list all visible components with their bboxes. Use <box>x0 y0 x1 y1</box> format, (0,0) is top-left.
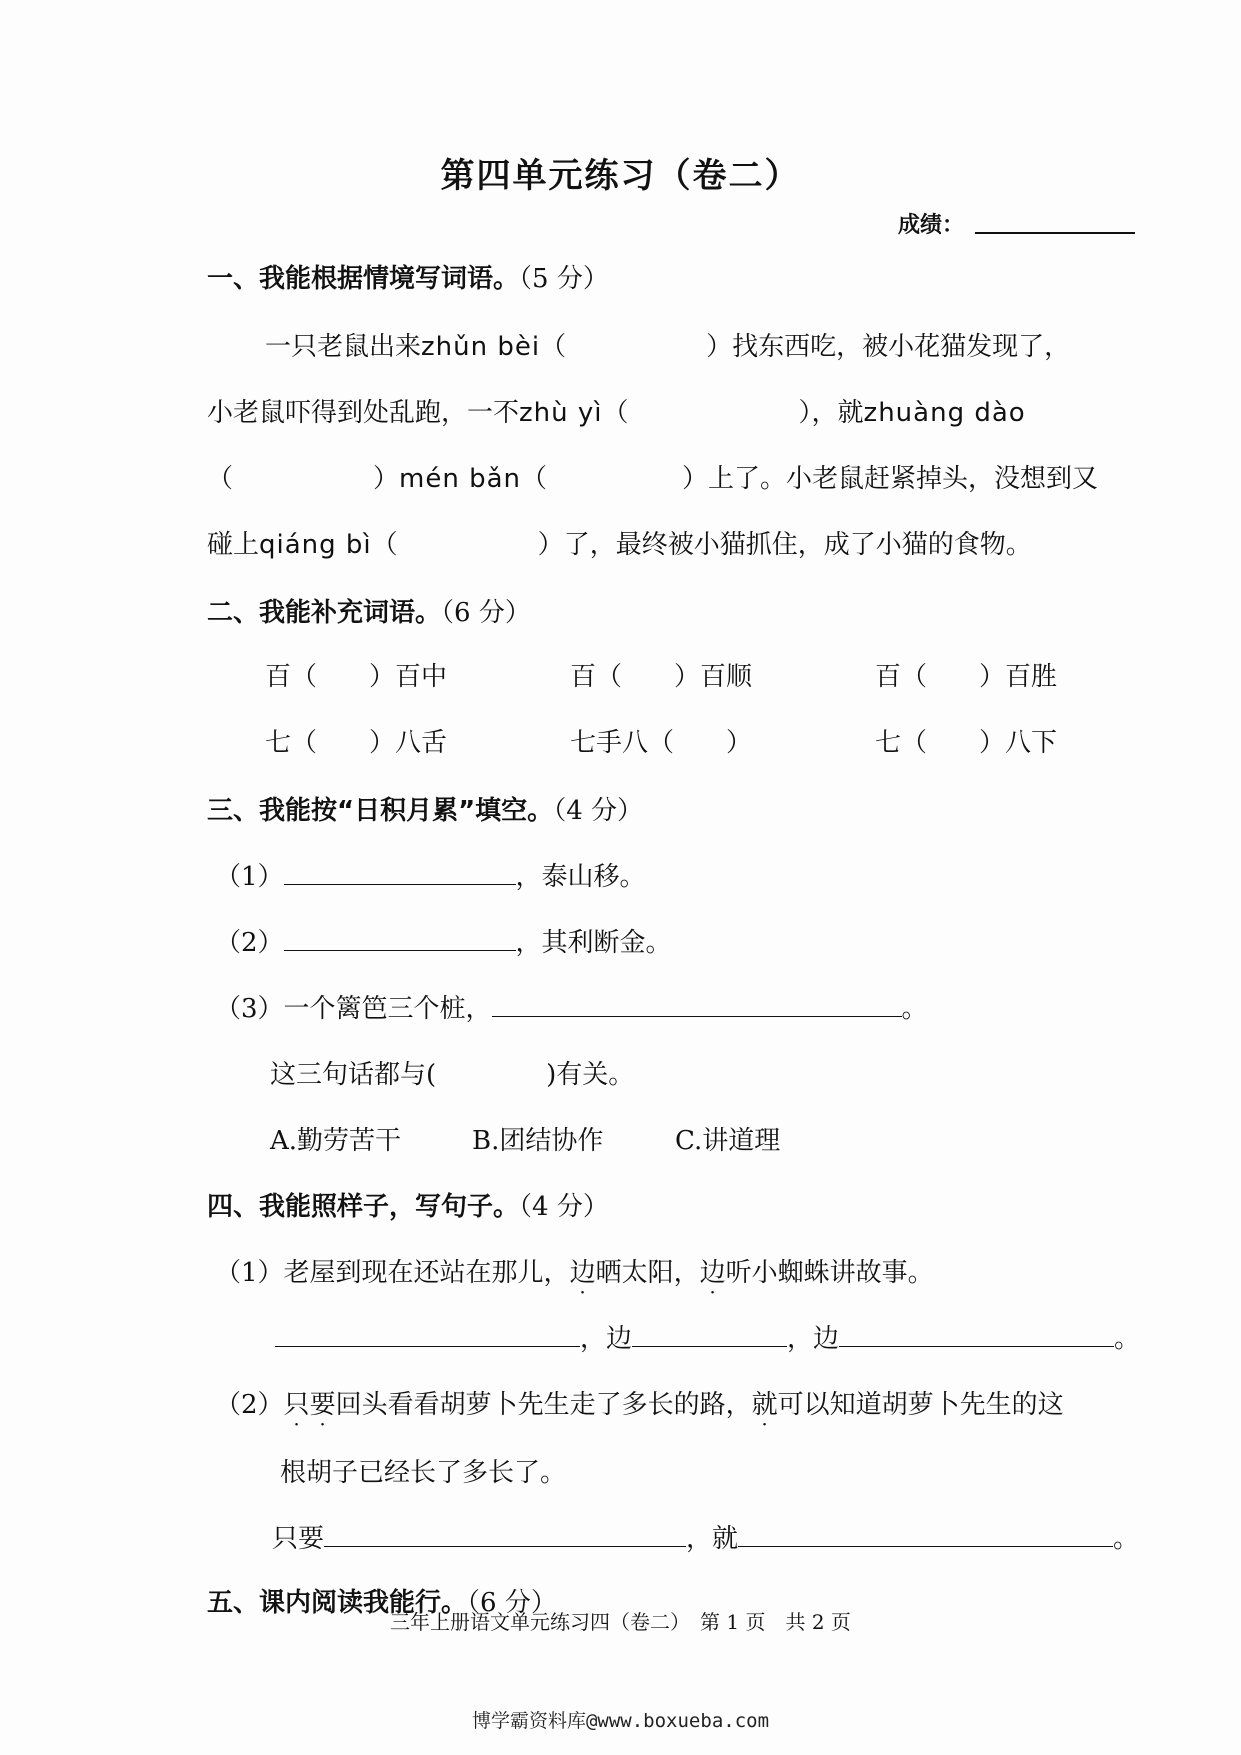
q-number: （1） <box>215 862 284 892</box>
s4-text: 。 <box>1113 1524 1140 1554</box>
s3-q1 <box>215 856 646 893</box>
s3-text: 。 <box>901 994 928 1024</box>
s4-text: ，就 <box>686 1524 739 1554</box>
s1-line-4: 碰上qiáng bì（ ）了，最终被小猫抓住，成了小猫的食物。 <box>207 530 1032 560</box>
s4-dotted-char: 只 <box>283 1390 310 1420</box>
idiom-1-1[interactable]: 百（ ）百中 <box>265 662 448 692</box>
s4-dotted-char: 边 <box>699 1258 726 1288</box>
pinyin-qiangbi: qiáng bì <box>259 530 372 560</box>
s3-text: ，其利断金。 <box>515 928 672 958</box>
s1-text: 了，最终被小猫抓住，成了小猫的食物。 <box>563 530 1032 560</box>
pinyin-zhuyi: zhù yì <box>519 398 603 428</box>
section-5-title: 五、课内阅读我能行。 <box>207 1588 468 1618</box>
score-blank[interactable] <box>975 232 1135 234</box>
s4-text: 晒太阳， <box>595 1258 700 1288</box>
blank-s4-2a[interactable] <box>324 1524 686 1547</box>
score-label: 成绩： <box>898 213 965 238</box>
section-4-title: 四、我能照样子，写句子。 <box>207 1192 520 1222</box>
s4-text: ，边 <box>787 1324 840 1354</box>
page-title: 第四单元练习（卷二） <box>440 156 801 196</box>
s3-text: （3）一个篱笆三个桩， <box>215 994 492 1024</box>
section-4-points: （4 分） <box>519 1192 609 1222</box>
s4-text: 听小蜘蛛讲故事。 <box>725 1258 934 1288</box>
section-1-title: 一、我能根据情境写词语。 <box>207 264 520 294</box>
section-2-title: 二、我能补充词语。 <box>207 598 442 628</box>
blank-s4-1c[interactable] <box>839 1324 1114 1347</box>
s3-text: )有关。 <box>546 1060 635 1090</box>
section-3-heading <box>207 790 643 827</box>
s3-q2 <box>215 922 672 959</box>
idiom-2-2[interactable]: 七手八（ ） <box>570 728 753 758</box>
option-a[interactable]: A.勤劳苦干 <box>270 1126 402 1156</box>
section-3-points: （4 分） <box>553 796 643 826</box>
option-b[interactable]: B.团结协作 <box>472 1126 604 1156</box>
section-2-heading <box>207 592 531 629</box>
blank-s4-2b[interactable] <box>738 1524 1113 1547</box>
idiom-2-1[interactable]: 七（ ）八舌 <box>265 728 448 758</box>
option-c[interactable]: C.讲道理 <box>675 1126 781 1156</box>
section-1-heading <box>207 258 609 295</box>
idiom-2-3[interactable]: 七（ ）八下 <box>875 728 1058 758</box>
s4-q2 <box>215 1384 1064 1421</box>
s1-text: 一只老鼠出来 <box>265 332 422 362</box>
idiom-1-2[interactable]: 百（ ）百顺 <box>570 662 753 692</box>
s4-q1 <box>215 1252 934 1289</box>
s3-relate <box>270 1054 634 1091</box>
idiom-1-3[interactable]: 百（ ）百胜 <box>875 662 1058 692</box>
s1-text: 上了。小老鼠赶紧掉头，没想到又 <box>708 464 1099 494</box>
s4-dotted-char: 就 <box>751 1390 778 1420</box>
blank-s3-q3[interactable] <box>492 994 902 1017</box>
q-number: （2） <box>215 1390 284 1420</box>
section-3-title: 三、我能按“日积月累”填空。 <box>207 796 554 826</box>
section-4-heading <box>207 1186 609 1223</box>
section-5-points: （6 分） <box>467 1588 557 1618</box>
blank-s4-1a[interactable] <box>275 1324 580 1347</box>
s4-dotted-char: 边 <box>569 1258 596 1288</box>
s1-text: 小老鼠吓得到处乱跑，一不 <box>207 398 520 428</box>
s1-line-1: 一只老鼠出来zhǔn bèi（ ）找东西吃，被小花猫发现了， <box>265 332 1071 362</box>
s4-text: 老屋到现在还站在那儿， <box>283 1258 570 1288</box>
pinyin-menban: mén bǎn <box>399 464 522 494</box>
pinyin-zhunbei: zhǔn bèi <box>421 332 541 362</box>
blank-s3-q1[interactable] <box>284 862 516 885</box>
s1-text: 碰上 <box>207 530 260 560</box>
pinyin-zhuangdao: zhuàng dào <box>863 398 1026 428</box>
watermark: 博学霸资料库@www.boxueba.com <box>471 1710 770 1732</box>
blank-s4-1b[interactable] <box>632 1324 787 1347</box>
s4-text: ，边 <box>580 1324 633 1354</box>
s4-text: 。 <box>1114 1324 1141 1354</box>
s4-q2-cont: 根胡子已经长了多长了。 <box>280 1458 567 1488</box>
s4-dotted-char: 要 <box>309 1390 336 1420</box>
s4-fill-2 <box>272 1518 1139 1555</box>
q-number: （2） <box>215 928 284 958</box>
s1-line-3: （ ）mén bǎn（ ）上了。小老鼠赶紧掉头，没想到又 <box>207 464 1099 494</box>
s1-text: 找东西吃，被小花猫发现了， <box>732 332 1071 362</box>
s3-text: 这三句话都与( <box>270 1060 437 1090</box>
s3-q3 <box>215 988 928 1025</box>
q-number: （1） <box>215 1258 284 1288</box>
s4-text: 只要 <box>272 1524 325 1554</box>
s3-text: ，泰山移。 <box>515 862 646 892</box>
blank-s3-q2[interactable] <box>284 928 516 951</box>
s4-text: 回头看看胡萝卜先生走了多长的路， <box>335 1390 752 1420</box>
section-2-points: （6 分） <box>441 598 531 628</box>
s1-line-2: 小老鼠吓得到处乱跑，一不zhù yì（ ），就zhuàng dào <box>207 398 1026 428</box>
s4-fill-1 <box>275 1318 1140 1355</box>
section-1-points: （5 分） <box>519 264 609 294</box>
s1-text: ，就 <box>811 398 864 428</box>
page-footer: 三年上册语文单元练习四（卷二） 第 1 页 共 2 页 <box>390 1610 851 1634</box>
s4-text: 可以知道胡萝卜先生的这 <box>777 1390 1064 1420</box>
